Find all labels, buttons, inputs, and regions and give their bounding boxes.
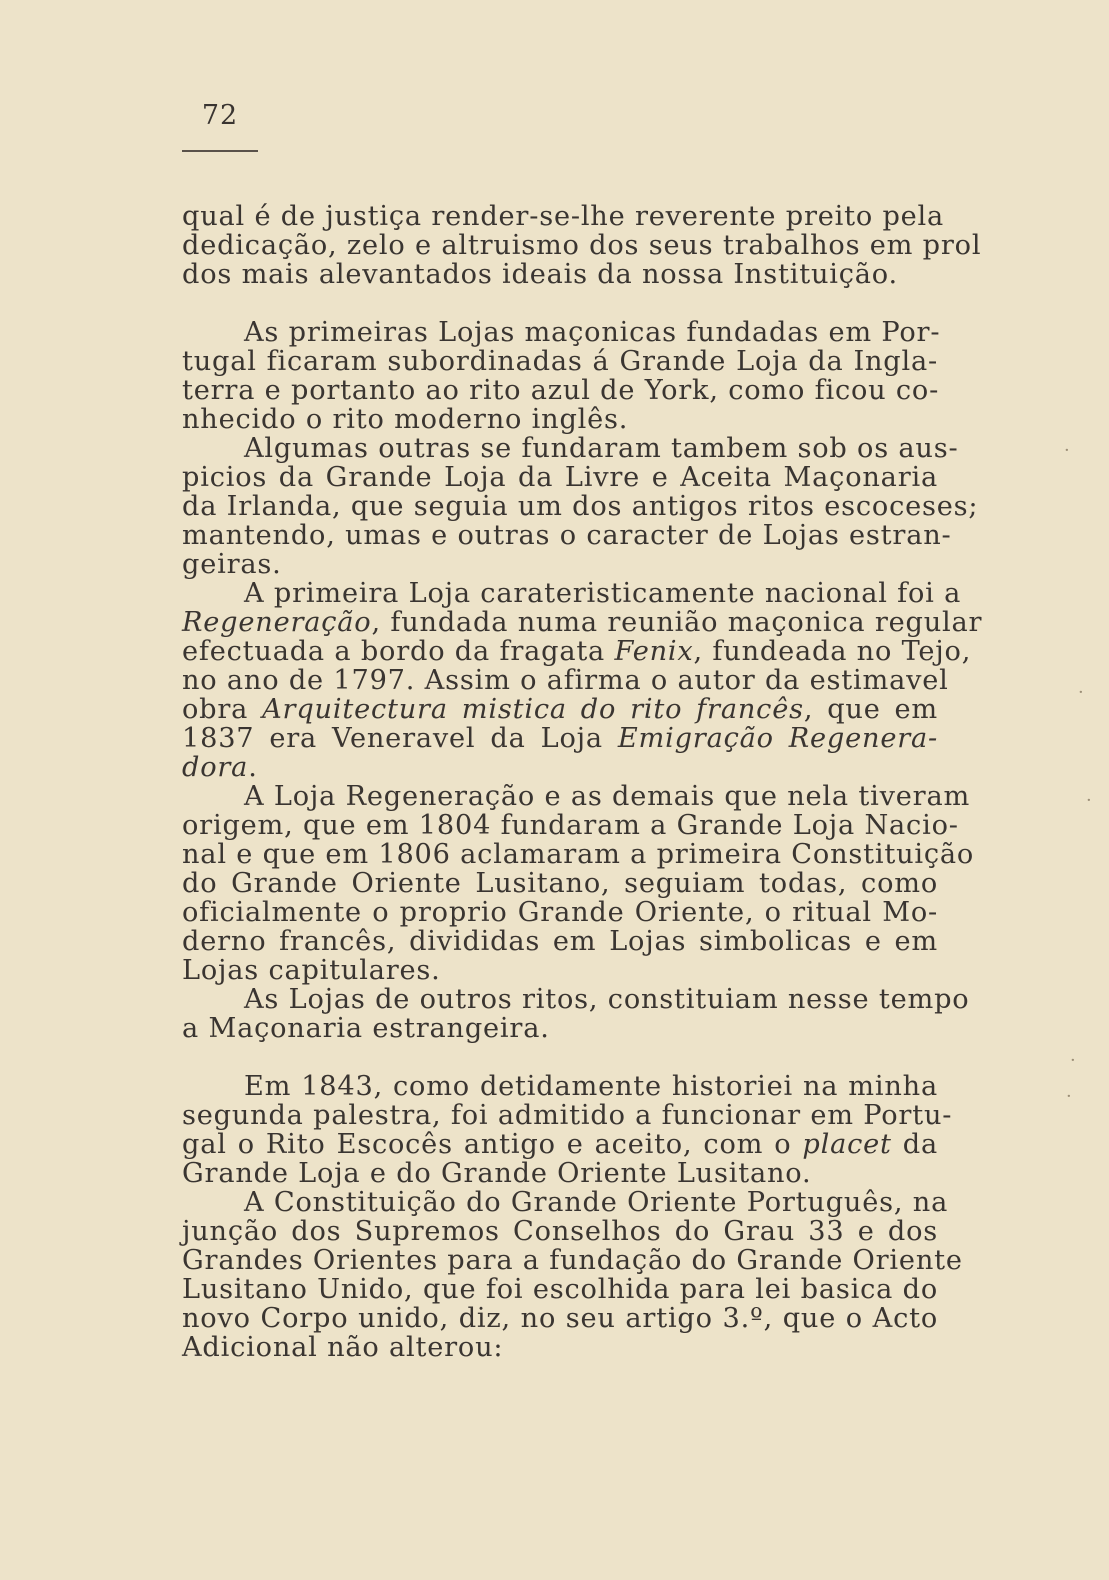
text-line: Grandes Orientes para a fundação do Grande Oriente: [182, 1245, 963, 1276]
text-line: Grande Loja e do Grande Oriente Lusitano.: [182, 1158, 812, 1189]
text-line: [182, 1130, 938, 1159]
text-fragment: da: [902, 1129, 938, 1160]
text-line: nhecido o rito moderno inglês.: [182, 404, 629, 435]
text-fragment: efectuada a bordo da fragata: [182, 636, 606, 667]
text-line: terra e portanto ao rito azul de York, como ficou co-: [182, 375, 940, 406]
text-line: no ano de 1797. Assim o afirma o autor da estimavel: [182, 665, 949, 696]
text-line: [182, 753, 258, 782]
text-fragment: , fundeada no Tejo,: [693, 636, 972, 667]
margin-mark: ·: [1064, 440, 1070, 461]
text-line: junção dos Supremos Conselhos do Grau 33 e dos: [182, 1216, 938, 1247]
text-line: Algumas outras se fundaram tambem sob os aus-: [244, 433, 959, 464]
text-line: oficialmente o proprio Grande Oriente, o ritual Mo-: [182, 897, 938, 928]
margin-mark: ·: [1070, 1050, 1076, 1071]
margin-mark: ·: [1066, 1086, 1072, 1107]
text-line: picios da Grande Loja da Livre e Aceita Maçonaria: [182, 462, 938, 493]
text-line: A Constituição do Grande Oriente Português, na: [244, 1187, 949, 1218]
text-line: Em 1843, como detidamente historiei na minha: [244, 1071, 938, 1102]
text-fragment: obra: [182, 694, 249, 725]
text-line: da Irlanda, que seguia um dos antigos ritos escoceses;: [182, 491, 979, 522]
text-line: [182, 695, 938, 724]
italic-title: Arquitectura mistica do rito francês: [262, 694, 804, 725]
text-fragment: , fundada numa reunião maçonica regular: [371, 607, 983, 638]
text-fragment: , que em: [803, 694, 939, 725]
text-line: mantendo, umas e outras o caracter de Lojas estran-: [182, 520, 952, 551]
text-line: derno francês, divididas em Lojas simbolicas e em: [182, 926, 938, 957]
text-line: [182, 724, 938, 753]
text-line: Lojas capitulares.: [182, 955, 441, 986]
text-line: A Loja Regeneração e as demais que nela tiveram: [244, 781, 971, 812]
italic-title: dora: [182, 752, 249, 783]
text-line: [182, 636, 972, 667]
text-line: A primeira Loja carateristicamente nacional foi a: [244, 578, 962, 609]
text-fragment: .: [248, 752, 258, 783]
margin-mark: ·: [1078, 682, 1084, 703]
italic-term: placet: [802, 1129, 892, 1160]
text-line: nal e que em 1806 aclamaram a primeira Constituição: [182, 839, 975, 870]
page-number: 72: [201, 100, 239, 131]
text-line: qual é de justiça render-se-lhe reverente preito pela: [182, 201, 945, 232]
italic-title: Emigração Regenera-: [617, 723, 939, 754]
text-fragment: 1837 era Veneravel da Loja: [182, 723, 603, 754]
text-fragment: gal o Rito Escocês antigo e aceito, com o: [182, 1129, 792, 1160]
text-line: [182, 607, 983, 638]
text-line: tugal ficaram subordinadas á Grande Loja da Ingla-: [182, 346, 938, 377]
text-line: do Grande Oriente Lusitano, seguiam todas, como: [182, 868, 938, 899]
text-line: dos mais alevantados ideais da nossa Instituição.: [182, 259, 898, 290]
page-number-rule: [182, 150, 258, 152]
text-line: As Lojas de outros ritos, constituiam nesse tempo: [244, 984, 970, 1015]
text-line: As primeiras Lojas maçonicas fundadas em Por-: [244, 317, 941, 348]
text-line: Adicional não alterou:: [182, 1332, 504, 1363]
text-line: novo Corpo unido, diz, no seu artigo 3.º, que o Acto: [182, 1303, 938, 1334]
text-line: segunda palestra, foi admitido a funcionar em Portu-: [182, 1100, 953, 1131]
text-line: geiras.: [182, 549, 282, 580]
italic-title: Regeneração: [182, 607, 372, 638]
text-line: a Maçonaria estrangeira.: [182, 1013, 550, 1044]
text-line: origem, que em 1804 fundaram a Grande Loja Nacio-: [182, 810, 959, 841]
text-line: dedicação, zelo e altruismo dos seus trabalhos em prol: [182, 230, 982, 261]
margin-mark: ·: [1086, 790, 1092, 811]
italic-title: Fenix: [614, 636, 694, 667]
text-line: Lusitano Unido, que foi escolhida para lei basica do: [182, 1274, 938, 1305]
